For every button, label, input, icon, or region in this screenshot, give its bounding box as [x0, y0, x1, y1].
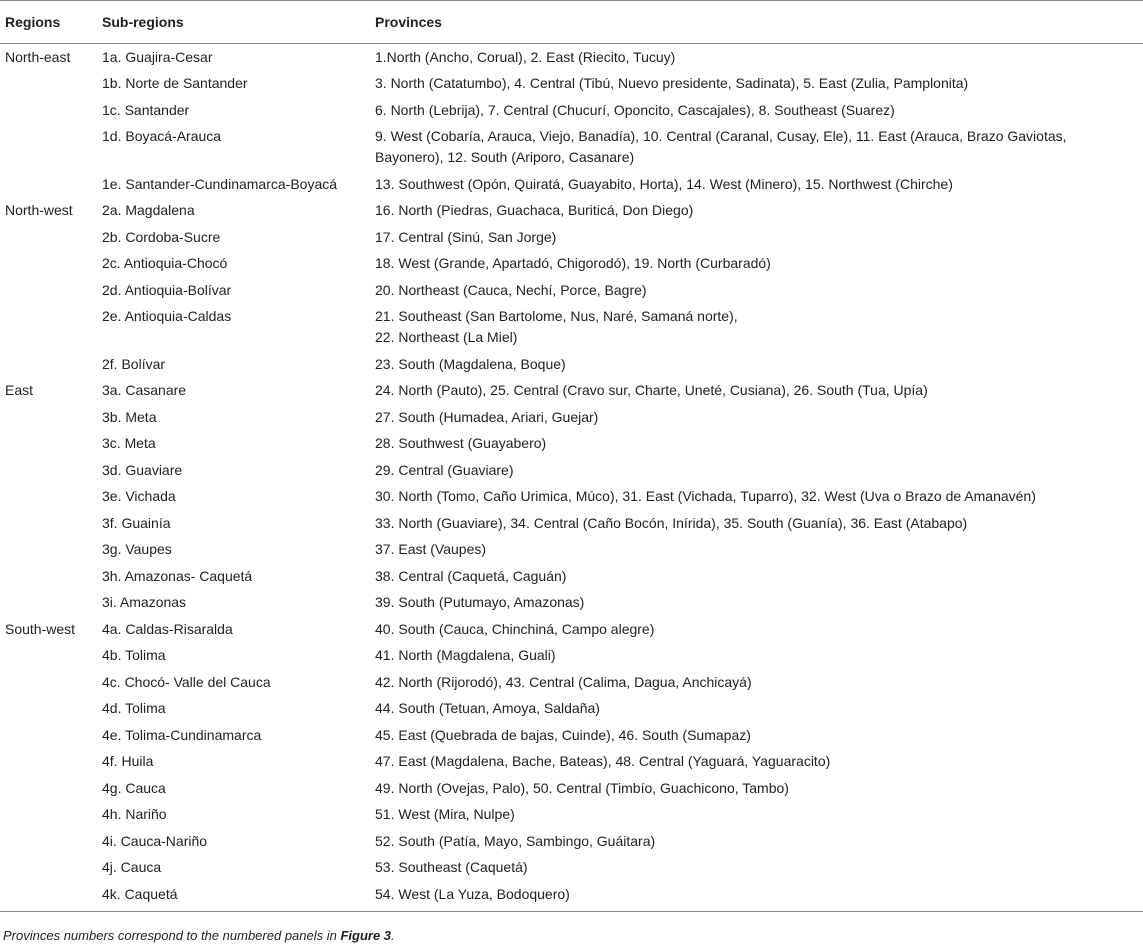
provinces-cell-text: 41. North (Magdalena, Guali): [375, 647, 556, 663]
subregion-cell: [97, 695, 370, 722]
subregion-cell: [97, 123, 370, 171]
footnote-figure-ref: Figure 3: [340, 928, 392, 943]
region-cell: [0, 171, 97, 198]
table-row: [0, 430, 1143, 457]
table-row: [0, 303, 1143, 351]
provinces-cell: [370, 801, 1143, 828]
region-cell: [0, 483, 97, 510]
subregion-cell: [97, 801, 370, 828]
table-row: [0, 563, 1143, 590]
provinces-cell: [370, 642, 1143, 669]
table-row: [0, 44, 1143, 71]
region-cell: [0, 224, 97, 251]
provinces-cell: [370, 430, 1143, 457]
table-row: [0, 536, 1143, 563]
table-header-row: [0, 1, 1143, 44]
region-cell: [0, 97, 97, 124]
provinces-cell: [370, 351, 1143, 378]
provinces-cell: [370, 828, 1143, 855]
provinces-cell-text: 33. North (Guaviare), 34. Central (Caño Bocón, Inírida), 35. South (Guanía), 36. East (Atabapo): [375, 514, 968, 531]
table-row: [0, 695, 1143, 722]
region-cell: [0, 404, 97, 431]
table-row: [0, 197, 1143, 224]
provinces-cell-text: 51. West (Mira, Nulpe): [375, 806, 515, 822]
subregion-cell-text: 3g. Vaupes: [102, 541, 172, 557]
subregion-cell-text: 4b. Tolima: [102, 647, 166, 663]
region-cell: [0, 536, 97, 563]
table-row: [0, 483, 1143, 510]
table-row: [0, 97, 1143, 124]
subregion-cell: [97, 669, 370, 696]
provinces-cell: [370, 589, 1143, 616]
subregion-cell-text: 4j. Cauca: [102, 859, 162, 875]
table-footnote: [3, 928, 395, 944]
provinces-cell-text: 16. North (Piedras, Guachaca, Buriticá, Don Diego): [375, 202, 694, 218]
region-cell: [0, 695, 97, 722]
table-row: [0, 277, 1143, 304]
table-row: [0, 748, 1143, 775]
provinces-cell-text: 20. Northeast (Cauca, Nechí, Porce, Bagre): [375, 281, 647, 298]
provinces-cell-text: 30. North (Tomo, Caño Urimica, Múco), 31. East (Vichada, Tuparro), 32. West (Uva o Brazo de Amanavén): [375, 488, 1036, 504]
provinces-cell-text: 29. Central (Guaviare): [375, 461, 514, 478]
subregion-cell-text: 4d. Tolima: [102, 700, 166, 716]
region-cell: [0, 303, 97, 351]
provinces-cell: [370, 748, 1143, 775]
table-row: [0, 171, 1143, 198]
table-row: [0, 642, 1143, 669]
subregion-cell: [97, 430, 370, 457]
subregion-cell: [97, 277, 370, 304]
provinces-cell-text: 9. West (Cobaría, Arauca, Viejo, Banadía), 10. Central (Caranal, Cusay, Ele), 11. East (Arauca, Brazo Gaviotas,: [375, 128, 1067, 144]
provinces-cell-text: 38. Central (Caquetá, Caguán): [375, 567, 567, 584]
region-cell-text: North-west: [5, 202, 73, 218]
subregion-cell-text: 4h. Nariño: [102, 806, 167, 822]
region-cell: [0, 722, 97, 749]
subregion-cell-text: 3f. Guainía: [102, 514, 171, 531]
provinces-cell-text: 53. Southeast (Caquetá): [375, 859, 528, 875]
subregion-cell-text: 2a. Magdalena: [102, 202, 195, 218]
provinces-cell-text: 13. Southwest (Opón, Quiratá, Guayabito, Horta), 14. West (Minero), 15. Northwest (Chirche): [375, 175, 953, 192]
subregion-cell: [97, 563, 370, 590]
subregion-cell: [97, 303, 370, 351]
subregion-cell: [97, 457, 370, 484]
table-row: [0, 616, 1143, 643]
provinces-cell-text: 37. East (Vaupes): [375, 541, 487, 557]
provinces-cell: [370, 277, 1143, 304]
provinces-cell: [370, 44, 1143, 71]
table-row: [0, 854, 1143, 881]
provinces-cell-text: 54. West (La Yuza, Bodoquero): [375, 885, 570, 902]
provinces-cell-text: 39. South (Putumayo, Amazonas): [375, 594, 585, 610]
provinces-cell-text-line2: 22. Northeast (La Miel): [375, 329, 518, 345]
region-cell: [0, 430, 97, 457]
subregion-cell: [97, 589, 370, 616]
subregion-cell: [97, 642, 370, 669]
provinces-cell: [370, 70, 1143, 97]
provinces-cell: [370, 616, 1143, 643]
table-row: [0, 589, 1143, 616]
header-subregions: Sub-regions: [97, 1, 370, 44]
provinces-cell: [370, 250, 1143, 277]
subregion-cell: [97, 171, 370, 198]
subregion-cell-text: 4e. Tolima-Cundinamarca: [102, 726, 262, 743]
table-row: [0, 828, 1143, 855]
table-row: [0, 351, 1143, 378]
subregion-cell-text: 3a. Casanare: [102, 382, 187, 398]
provinces-cell-text: 17. Central (Sinú, San Jorge): [375, 228, 557, 245]
provinces-cell: [370, 197, 1143, 224]
region-cell: [0, 881, 97, 912]
region-cell: [0, 197, 97, 224]
region-cell: [0, 775, 97, 802]
provinces-cell-text-line2: Bayonero), 12. South (Ariporo, Casanare): [375, 149, 635, 165]
region-cell: [0, 669, 97, 696]
subregion-cell: [97, 828, 370, 855]
provinces-cell-text: 45. East (Quebrada de bajas, Cuinde), 46. South (Sumapaz): [375, 726, 751, 743]
provinces-cell-text: 44. South (Tetuan, Amoya, Saldaña): [375, 700, 600, 716]
provinces-cell: [370, 775, 1143, 802]
provinces-cell: [370, 510, 1143, 537]
region-cell: [0, 123, 97, 171]
subregion-cell-text: 2e. Antioquia-Caldas: [102, 308, 232, 324]
subregion-cell-text: 3h. Amazonas- Caquetá: [102, 567, 253, 584]
provinces-cell: [370, 881, 1143, 912]
region-cell: [0, 854, 97, 881]
provinces-cell: [370, 854, 1143, 881]
region-cell: [0, 510, 97, 537]
provinces-cell: [370, 669, 1143, 696]
subregion-cell: [97, 404, 370, 431]
region-cell: [0, 377, 97, 404]
subregion-cell: [97, 881, 370, 912]
subregion-cell: [97, 70, 370, 97]
provinces-cell: [370, 457, 1143, 484]
provinces-cell: [370, 695, 1143, 722]
subregion-cell-text: 1e. Santander-Cundinamarca-Boyacá: [102, 175, 338, 192]
subregion-cell-text: 4a. Caldas-Risaralda: [102, 620, 233, 637]
subregion-cell-text: 2d. Antioquia-Bolívar: [102, 281, 232, 298]
subregion-cell-text: 2b. Cordoba-Sucre: [102, 228, 221, 245]
provinces-cell-text: 24. North (Pauto), 25. Central (Cravo sur, Charte, Uneté, Cusiana), 26. South (Tua, Upía): [375, 382, 928, 398]
provinces-cell-text: 27. South (Humadea, Ariari, Guejar): [375, 408, 599, 425]
subregion-cell-text: 1b. Norte de Santander: [102, 75, 248, 91]
subregion-cell-text: 3i. Amazonas: [102, 594, 187, 610]
subregion-cell: [97, 197, 370, 224]
subregion-cell-text: 4f. Huila: [102, 753, 154, 769]
provinces-cell: [370, 536, 1143, 563]
subregion-cell-text: 1d. Boyacá-Arauca: [102, 128, 222, 144]
subregion-cell: [97, 536, 370, 563]
subregion-cell-text: 2f. Bolívar: [102, 355, 166, 372]
subregion-cell: [97, 351, 370, 378]
subregion-cell-text: 3b. Meta: [102, 408, 157, 425]
subregion-cell: [97, 224, 370, 251]
subregion-cell-text: 2c. Antioquia-Chocó: [102, 255, 228, 271]
header-regions: Regions: [0, 1, 97, 44]
subregion-cell: [97, 44, 370, 71]
subregion-cell-text: 1c. Santander: [102, 101, 190, 118]
provinces-cell-text: 47. East (Magdalena, Bache, Bateas), 48. Central (Yaguará, Yaguaracito): [375, 753, 831, 769]
provinces-cell: [370, 171, 1143, 198]
provinces-cell-text: 28. Southwest (Guayabero): [375, 435, 547, 451]
region-cell: [0, 642, 97, 669]
provinces-cell: [370, 483, 1143, 510]
subregion-cell-text: 3c. Meta: [102, 435, 156, 451]
provinces-cell: [370, 404, 1143, 431]
table-row: [0, 250, 1143, 277]
region-cell: [0, 563, 97, 590]
provinces-cell: [370, 224, 1143, 251]
subregion-cell-text: 4k. Caquetá: [102, 885, 178, 902]
provinces-cell: [370, 123, 1143, 171]
region-cell: [0, 748, 97, 775]
provinces-cell-text: 40. South (Cauca, Chinchiná, Campo alegre): [375, 620, 655, 637]
region-cell: [0, 616, 97, 643]
provinces-cell-text: 42. North (Rijorodó), 43. Central (Calima, Dagua, Anchicayá): [375, 673, 752, 690]
region-cell-text: North-east: [5, 49, 71, 65]
table-row: [0, 722, 1143, 749]
subregion-cell: [97, 250, 370, 277]
subregion-cell: [97, 616, 370, 643]
region-cell: [0, 277, 97, 304]
provinces-cell-text: 6. North (Lebrija), 7. Central (Chucurí, Oponcito, Cascajales), 8. Southeast (Suarez): [375, 101, 895, 118]
provinces-cell-text: 1.North (Ancho, Corual), 2. East (Riecito, Tucuy): [375, 49, 676, 65]
subregion-cell: [97, 775, 370, 802]
provinces-cell: [370, 563, 1143, 590]
subregion-cell: [97, 854, 370, 881]
table-row: [0, 123, 1143, 171]
footnote-text: Provinces numbers correspond to the numbered panels in: [3, 928, 341, 943]
subregion-cell-text: 4g. Cauca: [102, 779, 166, 796]
region-cell: [0, 44, 97, 71]
provinces-cell: [370, 97, 1143, 124]
subregion-cell: [97, 722, 370, 749]
region-cell: [0, 828, 97, 855]
subregion-cell-text: 1a. Guajira-Cesar: [102, 49, 213, 65]
header-provinces: Provinces: [370, 1, 1143, 44]
provinces-cell: [370, 722, 1143, 749]
region-cell: [0, 70, 97, 97]
subregion-cell-text: 4c. Chocó- Valle del Cauca: [102, 673, 271, 690]
table-row: [0, 224, 1143, 251]
provinces-cell-text: 18. West (Grande, Apartadó, Chigorodó), 19. North (Curbaradó): [375, 255, 771, 271]
table-row: [0, 70, 1143, 97]
table-row: [0, 775, 1143, 802]
subregion-cell-text: 3e. Vichada: [102, 488, 176, 504]
provinces-cell: [370, 377, 1143, 404]
table-row: [0, 377, 1143, 404]
region-cell: [0, 457, 97, 484]
subregion-cell: [97, 483, 370, 510]
table-row: [0, 457, 1143, 484]
provinces-cell-text: 49. North (Ovejas, Palo), 50. Central (Timbío, Guachicono, Tambo): [375, 779, 789, 796]
region-cell: [0, 589, 97, 616]
region-cell: [0, 351, 97, 378]
region-cell-text: South-west: [5, 620, 76, 637]
table-body: [0, 44, 1143, 912]
subregion-cell: [97, 510, 370, 537]
subregion-cell: [97, 97, 370, 124]
provinces-cell-text: 21. Southeast (San Bartolome, Nus, Naré, Samaná norte),: [375, 308, 738, 324]
subregion-cell-text: 3d. Guaviare: [102, 461, 183, 478]
region-cell: [0, 801, 97, 828]
footnote-end: .: [391, 928, 395, 943]
region-cell-text: East: [5, 382, 34, 398]
provinces-cell: [370, 303, 1143, 351]
table-row: [0, 669, 1143, 696]
table-row: [0, 881, 1143, 912]
provinces-cell-text: 3. North (Catatumbo), 4. Central (Tibú, Nuevo presidente, Sadinata), 5. East (Zulia, Pamplonita): [375, 75, 969, 91]
provinces-cell-text: 23. South (Magdalena, Boque): [375, 355, 566, 372]
table-row: [0, 801, 1143, 828]
subregion-cell-text: 4i. Cauca-Nariño: [102, 832, 208, 849]
subregion-cell: [97, 377, 370, 404]
provinces-cell-text: 52. South (Patía, Mayo, Sambingo, Guáitara): [375, 832, 656, 849]
table-row: [0, 510, 1143, 537]
subregion-cell: [97, 748, 370, 775]
region-cell: [0, 250, 97, 277]
table-row: [0, 404, 1143, 431]
